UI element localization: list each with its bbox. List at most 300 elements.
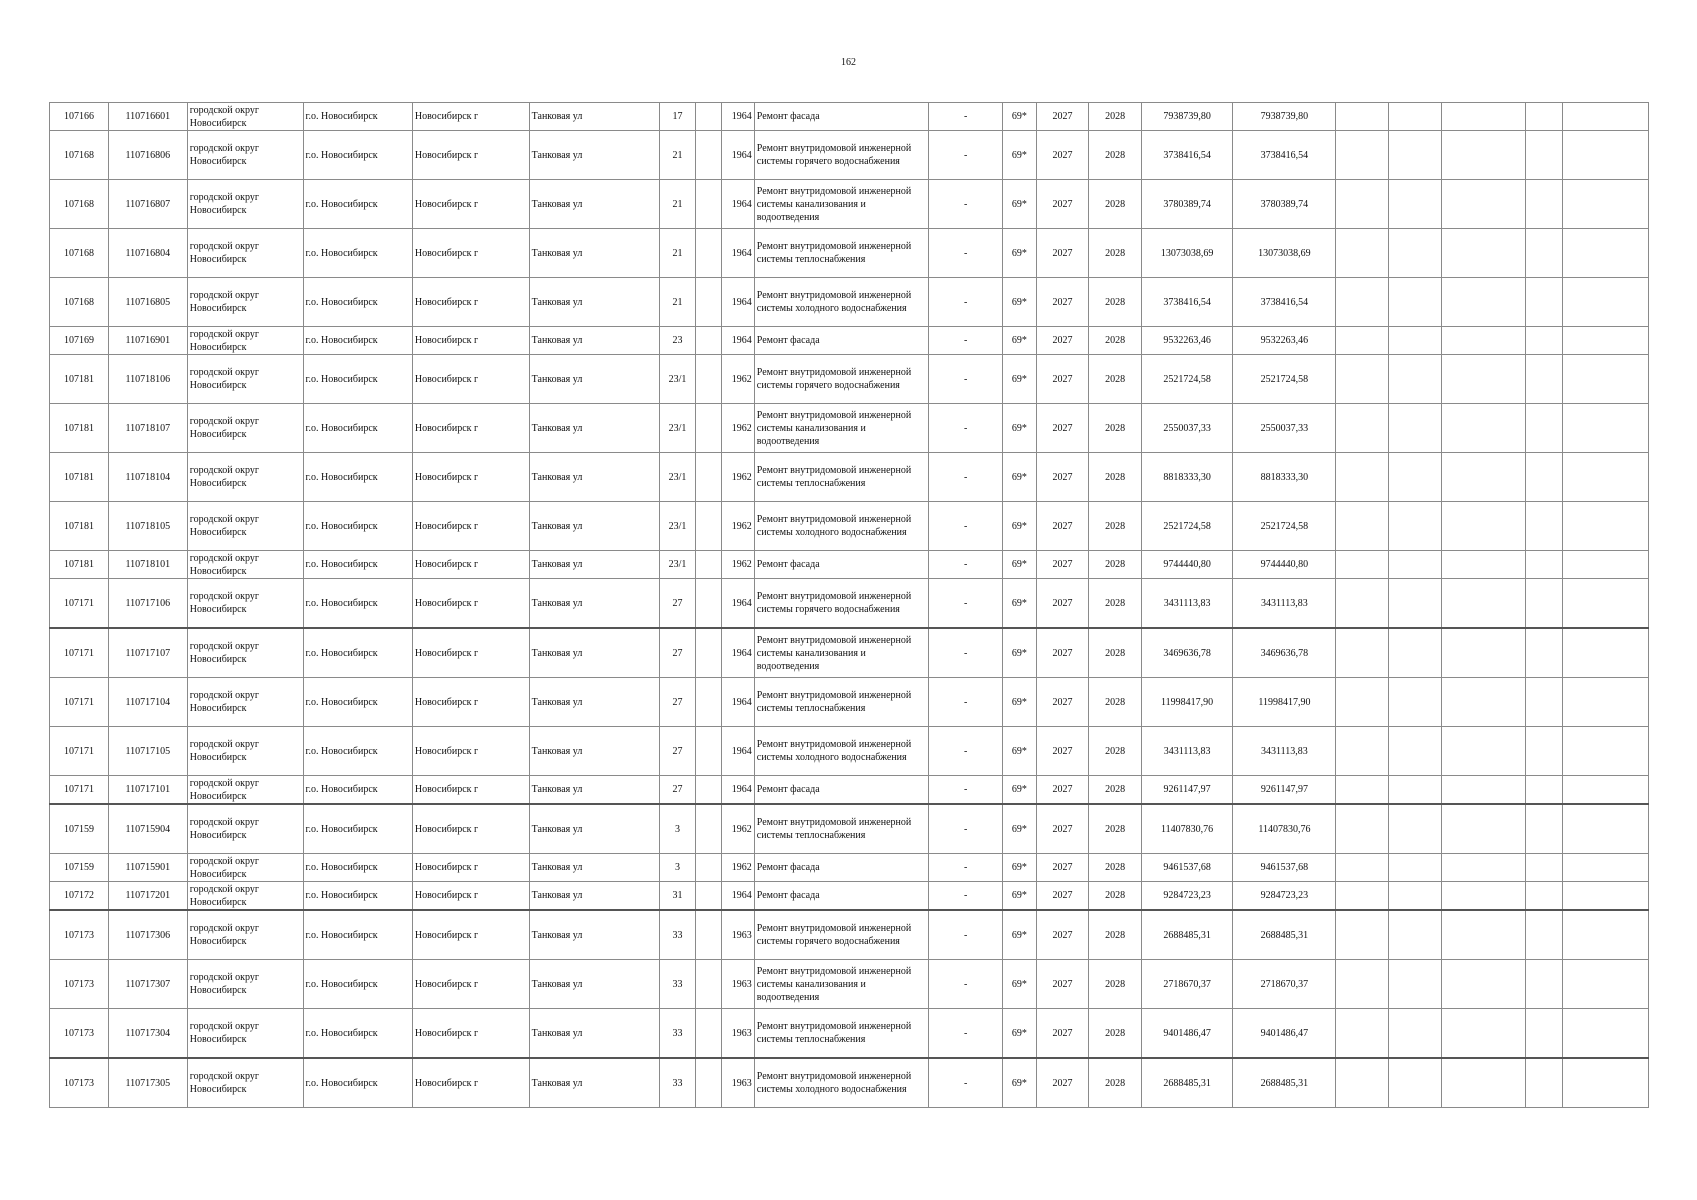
cell-method: -: [929, 453, 1003, 502]
cell-total-cost: 9284723,23: [1141, 882, 1233, 911]
cell-settlement: Новосибирск г: [412, 579, 529, 629]
cell-record-id: 107181: [50, 551, 109, 579]
cell-settlement: Новосибирск г: [412, 453, 529, 502]
cell-settlement: Новосибирск г: [412, 628, 529, 678]
cell-street: Танковая ул: [529, 910, 659, 960]
cell-total-cost: 3738416,54: [1141, 131, 1233, 180]
cell-year-built: 1964: [722, 579, 755, 629]
cell-total-cost: 8818333,30: [1141, 453, 1233, 502]
cell-total-cost: 9261147,97: [1141, 776, 1233, 805]
cell-empty: [1525, 278, 1562, 327]
cell-work-type: Ремонт внутридомовой инженерной системы холодного водоснабжения: [754, 727, 929, 776]
cell-year-built: 1962: [722, 453, 755, 502]
cell-total-cost: 2550037,33: [1141, 404, 1233, 453]
cell-empty: [1441, 1009, 1525, 1059]
cell-record-id: 107181: [50, 404, 109, 453]
cell-municipality: городской округ Новосибирск: [187, 882, 303, 911]
cell-settlement: Новосибирск г: [412, 910, 529, 960]
cell-cost-per-sqm: 69*: [1003, 854, 1037, 882]
cell-settlement: Новосибирск г: [412, 103, 529, 131]
cell-fund-cost: 9261147,97: [1233, 776, 1336, 805]
cell-empty: [1441, 404, 1525, 453]
table-row: [50, 678, 1649, 727]
cell-street: Танковая ул: [529, 854, 659, 882]
cell-city-district: г.о. Новосибирск: [303, 453, 412, 502]
cell-house-number: 21: [660, 229, 696, 278]
cell-method: -: [929, 678, 1003, 727]
cell-empty: [1562, 960, 1648, 1009]
cell-plan-year-end: 2028: [1089, 131, 1142, 180]
cell-empty: [1525, 678, 1562, 727]
cell-year-built: 1963: [722, 1009, 755, 1059]
cell-work-type: Ремонт фасада: [754, 776, 929, 805]
cell-year-built: 1963: [722, 1058, 755, 1108]
cell-total-cost: 9532263,46: [1141, 327, 1233, 355]
table-row: [50, 727, 1649, 776]
cell-fund-cost: 2550037,33: [1233, 404, 1336, 453]
cell-work-id: 110718104: [108, 453, 187, 502]
cell-empty: [1562, 727, 1648, 776]
cell-empty: [1525, 404, 1562, 453]
cell-municipality: городской округ Новосибирск: [187, 628, 303, 678]
cell-work-id: 110715901: [108, 854, 187, 882]
cell-empty: [1389, 776, 1442, 805]
cell-house-number: 33: [660, 1058, 696, 1108]
cell-empty: [1441, 960, 1525, 1009]
cell-method: -: [929, 727, 1003, 776]
cell-year-built: 1962: [722, 355, 755, 404]
cell-empty: [1389, 882, 1442, 911]
cell-empty: [1441, 180, 1525, 229]
cell-plan-year-end: 2028: [1089, 453, 1142, 502]
cell-city-district: г.о. Новосибирск: [303, 131, 412, 180]
cell-municipality: городской округ Новосибирск: [187, 404, 303, 453]
cell-empty: [1441, 355, 1525, 404]
cell-record-id: 107173: [50, 1009, 109, 1059]
cell-year-built: 1962: [722, 804, 755, 854]
cell-method: -: [929, 551, 1003, 579]
cell-city-district: г.о. Новосибирск: [303, 579, 412, 629]
cell-record-id: 107171: [50, 776, 109, 805]
cell-total-cost: 3738416,54: [1141, 278, 1233, 327]
cell-plan-year-end: 2028: [1089, 103, 1142, 131]
cell-street: Танковая ул: [529, 551, 659, 579]
cell-plan-year-end: 2028: [1089, 579, 1142, 629]
cell-street: Танковая ул: [529, 327, 659, 355]
cell-work-id: 110717101: [108, 776, 187, 805]
cell-plan-year-start: 2027: [1036, 628, 1089, 678]
cell-plan-year-start: 2027: [1036, 579, 1089, 629]
cell-work-type: Ремонт внутридомовой инженерной системы горячего водоснабжения: [754, 355, 929, 404]
cell-fund-cost: 2521724,58: [1233, 502, 1336, 551]
cell-city-district: г.о. Новосибирск: [303, 910, 412, 960]
cell-building: [695, 854, 721, 882]
cell-method: -: [929, 804, 1003, 854]
cell-plan-year-end: 2028: [1089, 502, 1142, 551]
cell-empty: [1389, 355, 1442, 404]
cell-fund-cost: 9401486,47: [1233, 1009, 1336, 1059]
cell-street: Танковая ул: [529, 131, 659, 180]
cell-work-type: Ремонт фасада: [754, 854, 929, 882]
cell-empty: [1389, 327, 1442, 355]
cell-empty: [1562, 551, 1648, 579]
cell-street: Танковая ул: [529, 453, 659, 502]
cell-street: Танковая ул: [529, 355, 659, 404]
cell-city-district: г.о. Новосибирск: [303, 103, 412, 131]
cell-building: [695, 910, 721, 960]
table-row: [50, 355, 1649, 404]
cell-empty: [1441, 910, 1525, 960]
cell-empty: [1562, 180, 1648, 229]
cell-method: -: [929, 131, 1003, 180]
cell-cost-per-sqm: 69*: [1003, 960, 1037, 1009]
cell-city-district: г.о. Новосибирск: [303, 727, 412, 776]
cell-work-id: 110718105: [108, 502, 187, 551]
cell-empty: [1389, 229, 1442, 278]
cell-empty: [1562, 103, 1648, 131]
cell-empty: [1562, 882, 1648, 911]
cell-work-id: 110718101: [108, 551, 187, 579]
cell-work-type: Ремонт внутридомовой инженерной системы теплоснабжения: [754, 453, 929, 502]
cell-plan-year-start: 2027: [1036, 278, 1089, 327]
cell-empty: [1389, 678, 1442, 727]
cell-cost-per-sqm: 69*: [1003, 579, 1037, 629]
cell-building: [695, 131, 721, 180]
cell-total-cost: 3431113,83: [1141, 579, 1233, 629]
cell-empty: [1441, 131, 1525, 180]
cell-building: [695, 882, 721, 911]
cell-method: -: [929, 960, 1003, 1009]
cell-empty: [1562, 131, 1648, 180]
cell-year-built: 1963: [722, 960, 755, 1009]
cell-total-cost: 3431113,83: [1141, 727, 1233, 776]
capital-repair-table: [49, 102, 1649, 1108]
cell-municipality: городской округ Новосибирск: [187, 551, 303, 579]
table-row: [50, 327, 1649, 355]
cell-fund-cost: 13073038,69: [1233, 229, 1336, 278]
cell-empty: [1525, 355, 1562, 404]
cell-empty: [1389, 727, 1442, 776]
cell-city-district: г.о. Новосибирск: [303, 628, 412, 678]
cell-cost-per-sqm: 69*: [1003, 1058, 1037, 1108]
cell-fund-cost: 3469636,78: [1233, 628, 1336, 678]
cell-city-district: г.о. Новосибирск: [303, 1009, 412, 1059]
cell-house-number: 17: [660, 103, 696, 131]
cell-settlement: Новосибирск г: [412, 678, 529, 727]
cell-year-built: 1962: [722, 854, 755, 882]
cell-municipality: городской округ Новосибирск: [187, 1058, 303, 1108]
cell-house-number: 27: [660, 727, 696, 776]
cell-empty: [1441, 579, 1525, 629]
cell-empty: [1441, 678, 1525, 727]
cell-empty: [1525, 180, 1562, 229]
cell-empty: [1441, 628, 1525, 678]
table-row: [50, 131, 1649, 180]
cell-work-id: 110716804: [108, 229, 187, 278]
cell-work-type: Ремонт внутридомовой инженерной системы теплоснабжения: [754, 804, 929, 854]
cell-building: [695, 180, 721, 229]
cell-building: [695, 404, 721, 453]
cell-record-id: 107168: [50, 131, 109, 180]
cell-settlement: Новосибирск г: [412, 502, 529, 551]
cell-building: [695, 776, 721, 805]
cell-empty: [1562, 404, 1648, 453]
cell-cost-per-sqm: 69*: [1003, 1009, 1037, 1059]
cell-work-id: 110717305: [108, 1058, 187, 1108]
table-row: [50, 628, 1649, 678]
cell-work-id: 110716901: [108, 327, 187, 355]
cell-house-number: 23/1: [660, 502, 696, 551]
cell-empty: [1389, 910, 1442, 960]
cell-record-id: 107159: [50, 854, 109, 882]
cell-record-id: 107168: [50, 278, 109, 327]
cell-city-district: г.о. Новосибирск: [303, 551, 412, 579]
cell-fund-cost: 2718670,37: [1233, 960, 1336, 1009]
cell-method: -: [929, 502, 1003, 551]
cell-plan-year-start: 2027: [1036, 960, 1089, 1009]
cell-fund-cost: 9461537,68: [1233, 854, 1336, 882]
cell-municipality: городской округ Новосибирск: [187, 229, 303, 278]
cell-work-id: 110717105: [108, 727, 187, 776]
cell-work-type: Ремонт фасада: [754, 551, 929, 579]
cell-plan-year-end: 2028: [1089, 882, 1142, 911]
cell-settlement: Новосибирск г: [412, 960, 529, 1009]
cell-house-number: 27: [660, 628, 696, 678]
cell-street: Танковая ул: [529, 103, 659, 131]
cell-method: -: [929, 854, 1003, 882]
cell-empty: [1441, 776, 1525, 805]
cell-settlement: Новосибирск г: [412, 327, 529, 355]
cell-house-number: 21: [660, 180, 696, 229]
cell-city-district: г.о. Новосибирск: [303, 678, 412, 727]
cell-empty: [1525, 628, 1562, 678]
table-row: [50, 502, 1649, 551]
cell-plan-year-start: 2027: [1036, 678, 1089, 727]
cell-cost-per-sqm: 69*: [1003, 278, 1037, 327]
cell-house-number: 23/1: [660, 355, 696, 404]
cell-year-built: 1964: [722, 628, 755, 678]
cell-building: [695, 278, 721, 327]
cell-empty: [1389, 854, 1442, 882]
cell-empty: [1562, 804, 1648, 854]
cell-municipality: городской округ Новосибирск: [187, 678, 303, 727]
table-row: [50, 960, 1649, 1009]
cell-street: Танковая ул: [529, 404, 659, 453]
cell-plan-year-start: 2027: [1036, 1058, 1089, 1108]
cell-work-type: Ремонт внутридомовой инженерной системы канализования и водоотведения: [754, 960, 929, 1009]
cell-total-cost: 2688485,31: [1141, 910, 1233, 960]
cell-cost-per-sqm: 69*: [1003, 404, 1037, 453]
cell-municipality: городской округ Новосибирск: [187, 854, 303, 882]
cell-empty: [1525, 453, 1562, 502]
cell-work-id: 110718107: [108, 404, 187, 453]
cell-plan-year-start: 2027: [1036, 502, 1089, 551]
cell-year-built: 1962: [722, 404, 755, 453]
cell-empty: [1441, 278, 1525, 327]
cell-work-id: 110717306: [108, 910, 187, 960]
cell-empty: [1441, 882, 1525, 911]
cell-year-built: 1964: [722, 131, 755, 180]
cell-empty: [1562, 678, 1648, 727]
cell-fund-cost: 11998417,90: [1233, 678, 1336, 727]
cell-fund-cost: 11407830,76: [1233, 804, 1336, 854]
cell-year-built: 1964: [722, 278, 755, 327]
cell-total-cost: 11407830,76: [1141, 804, 1233, 854]
cell-total-cost: 3780389,74: [1141, 180, 1233, 229]
cell-cost-per-sqm: 69*: [1003, 131, 1037, 180]
cell-empty: [1562, 502, 1648, 551]
cell-fund-cost: 3738416,54: [1233, 278, 1336, 327]
cell-settlement: Новосибирск г: [412, 1058, 529, 1108]
cell-municipality: городской округ Новосибирск: [187, 355, 303, 404]
cell-building: [695, 727, 721, 776]
cell-total-cost: 2521724,58: [1141, 355, 1233, 404]
cell-empty: [1336, 727, 1389, 776]
cell-empty: [1336, 1058, 1389, 1108]
cell-empty: [1389, 628, 1442, 678]
cell-empty: [1525, 960, 1562, 1009]
cell-work-type: Ремонт внутридомовой инженерной системы теплоснабжения: [754, 1009, 929, 1059]
cell-municipality: городской округ Новосибирск: [187, 804, 303, 854]
cell-city-district: г.о. Новосибирск: [303, 960, 412, 1009]
cell-empty: [1336, 628, 1389, 678]
cell-municipality: городской округ Новосибирск: [187, 131, 303, 180]
cell-cost-per-sqm: 69*: [1003, 551, 1037, 579]
cell-house-number: 33: [660, 1009, 696, 1059]
cell-settlement: Новосибирск г: [412, 727, 529, 776]
cell-plan-year-start: 2027: [1036, 355, 1089, 404]
cell-record-id: 107169: [50, 327, 109, 355]
cell-empty: [1336, 355, 1389, 404]
cell-municipality: городской округ Новосибирск: [187, 579, 303, 629]
cell-house-number: 21: [660, 278, 696, 327]
cell-house-number: 21: [660, 131, 696, 180]
cell-settlement: Новосибирск г: [412, 355, 529, 404]
table-row: [50, 1009, 1649, 1059]
cell-fund-cost: 2521724,58: [1233, 355, 1336, 404]
cell-city-district: г.о. Новосибирск: [303, 804, 412, 854]
cell-fund-cost: 3780389,74: [1233, 180, 1336, 229]
cell-house-number: 33: [660, 960, 696, 1009]
cell-empty: [1336, 180, 1389, 229]
table-row: [50, 551, 1649, 579]
cell-city-district: г.о. Новосибирск: [303, 327, 412, 355]
cell-street: Танковая ул: [529, 804, 659, 854]
cell-empty: [1525, 910, 1562, 960]
cell-empty: [1336, 854, 1389, 882]
cell-empty: [1525, 1058, 1562, 1108]
page-number: 162: [841, 57, 856, 68]
cell-empty: [1525, 131, 1562, 180]
cell-work-type: Ремонт внутридомовой инженерной системы горячего водоснабжения: [754, 131, 929, 180]
cell-work-type: Ремонт внутридомовой инженерной системы теплоснабжения: [754, 229, 929, 278]
cell-work-type: Ремонт внутридомовой инженерной системы холодного водоснабжения: [754, 502, 929, 551]
cell-house-number: 27: [660, 678, 696, 727]
cell-empty: [1389, 131, 1442, 180]
cell-empty: [1441, 1058, 1525, 1108]
cell-settlement: Новосибирск г: [412, 854, 529, 882]
cell-city-district: г.о. Новосибирск: [303, 776, 412, 805]
cell-empty: [1562, 327, 1648, 355]
cell-plan-year-end: 2028: [1089, 727, 1142, 776]
cell-street: Танковая ул: [529, 1009, 659, 1059]
cell-method: -: [929, 404, 1003, 453]
cell-method: -: [929, 278, 1003, 327]
cell-cost-per-sqm: 69*: [1003, 327, 1037, 355]
cell-empty: [1562, 579, 1648, 629]
cell-cost-per-sqm: 69*: [1003, 628, 1037, 678]
cell-street: Танковая ул: [529, 229, 659, 278]
cell-street: Танковая ул: [529, 882, 659, 911]
cell-house-number: 27: [660, 776, 696, 805]
cell-plan-year-start: 2027: [1036, 103, 1089, 131]
cell-total-cost: 11998417,90: [1141, 678, 1233, 727]
cell-city-district: г.о. Новосибирск: [303, 854, 412, 882]
cell-record-id: 107173: [50, 910, 109, 960]
cell-settlement: Новосибирск г: [412, 551, 529, 579]
cell-total-cost: 9461537,68: [1141, 854, 1233, 882]
cell-method: -: [929, 1058, 1003, 1108]
cell-plan-year-end: 2028: [1089, 804, 1142, 854]
cell-municipality: городской округ Новосибирск: [187, 103, 303, 131]
cell-city-district: г.о. Новосибирск: [303, 404, 412, 453]
cell-year-built: 1964: [722, 327, 755, 355]
cell-year-built: 1964: [722, 882, 755, 911]
cell-city-district: г.о. Новосибирск: [303, 180, 412, 229]
cell-building: [695, 551, 721, 579]
cell-cost-per-sqm: 69*: [1003, 727, 1037, 776]
cell-building: [695, 628, 721, 678]
cell-empty: [1562, 1058, 1648, 1108]
cell-house-number: 23/1: [660, 404, 696, 453]
cell-municipality: городской округ Новосибирск: [187, 327, 303, 355]
cell-city-district: г.о. Новосибирск: [303, 882, 412, 911]
cell-empty: [1525, 882, 1562, 911]
cell-city-district: г.о. Новосибирск: [303, 278, 412, 327]
cell-empty: [1562, 278, 1648, 327]
table-body: [50, 103, 1649, 1108]
cell-cost-per-sqm: 69*: [1003, 103, 1037, 131]
cell-building: [695, 579, 721, 629]
cell-work-id: 110716807: [108, 180, 187, 229]
cell-fund-cost: 3431113,83: [1233, 579, 1336, 629]
cell-cost-per-sqm: 69*: [1003, 180, 1037, 229]
cell-record-id: 107173: [50, 1058, 109, 1108]
cell-settlement: Новосибирск г: [412, 1009, 529, 1059]
cell-house-number: 27: [660, 579, 696, 629]
cell-fund-cost: 2688485,31: [1233, 910, 1336, 960]
cell-plan-year-start: 2027: [1036, 180, 1089, 229]
cell-building: [695, 1058, 721, 1108]
table-row: [50, 579, 1649, 629]
cell-empty: [1389, 404, 1442, 453]
cell-municipality: городской округ Новосибирск: [187, 727, 303, 776]
cell-cost-per-sqm: 69*: [1003, 678, 1037, 727]
cell-method: -: [929, 579, 1003, 629]
cell-empty: [1389, 278, 1442, 327]
cell-plan-year-end: 2028: [1089, 1058, 1142, 1108]
cell-municipality: городской округ Новосибирск: [187, 453, 303, 502]
cell-plan-year-start: 2027: [1036, 910, 1089, 960]
cell-year-built: 1964: [722, 678, 755, 727]
cell-cost-per-sqm: 69*: [1003, 910, 1037, 960]
cell-empty: [1389, 1009, 1442, 1059]
table-row: [50, 180, 1649, 229]
cell-empty: [1441, 502, 1525, 551]
cell-settlement: Новосибирск г: [412, 404, 529, 453]
cell-method: -: [929, 1009, 1003, 1059]
cell-work-type: Ремонт внутридомовой инженерной системы горячего водоснабжения: [754, 579, 929, 629]
